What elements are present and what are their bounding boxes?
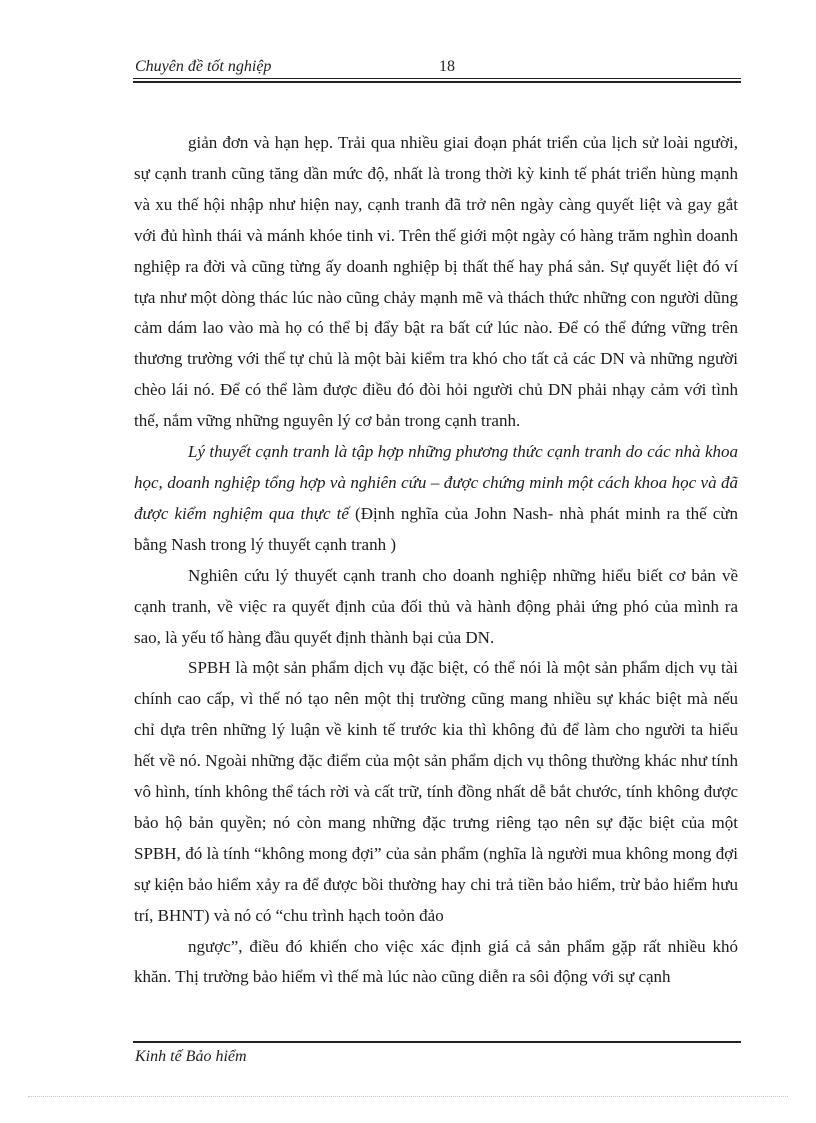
page-header	[133, 56, 741, 80]
paragraph-1: giản đơn và hạn hẹp. Trải qua nhiều giai đoạn phát triển của lịch sử loài người, sự cạnh tranh cũng tăng dần mức độ, nhất là trong thời kỳ kinh tế phát triển hùng mạnh và xu thế hội nhập như hiện nay, cạnh tranh đã trở nên ngày càng quyết liệt và gay gắt với đủ hình thái và mánh khóe tinh vi. Trên thế giới một ngày có hàng trăm nghìn doanh nghiệp ra đời và cũng từng ấy doanh nghiệp bị thất thế hay phá sản. Sự quyết liệt đó ví tựa như một dòng thác lúc nào cũng chảy mạnh mẽ và thách thức những con người dũng cảm dám lao vào mà họ có thể bị đẩy bật ra bất cứ lúc nào. Để có thể đứng vững trên thương trường với thế tự chủ là một bài kiểm tra khó cho tất cả các DN và những người chèo lái nó. Để có thể làm được điều đó đòi hỏi người chủ DN phải nhạy cảm với tình thế, nắm vững những nguyên lý cơ bản trong cạnh tranh.	[134, 133, 738, 431]
page-bottom-dotted-line	[28, 1096, 788, 1097]
paragraph-5: ngược”, điều đó khiến cho việc xác định giá cả sản phẩm gặp rất nhiều khó khăn. Thị trường bảo hiểm vì thế mà lúc nào cũng diễn ra sôi động với sự cạnh	[134, 936, 738, 987]
paragraph-4: SPBH là một sản phẩm dịch vụ đặc biệt, có thể nói là một sản phẩm dịch vụ tài chính cao cấp, vì thế nó tạo nên một thị trường cũng mang nhiều sự khác biệt mà nếu chỉ dựa trên những lý luận về kinh tế trước kia thì không đủ để làm cho người ta hiểu hết về nó. Ngoài những đặc điểm của một sản phẩm dịch vụ thông thường khác như tính vô hình, tính không thể tách rời và cất trữ, tính đồng nhất dễ bắt chước, tính không được bảo hộ bản quyền; nó còn mang những đặc trưng riêng tạo nên sự đặc biệt của một SPBH, đó là tính “không mong đợi” của sản phẩm (nghĩa là người mua không mong đợi sự kiện bảo hiểm xảy ra để được bồi thường hay chi trả tiền bảo hiểm, trừ bảo hiểm hưu trí, BHNT) và nó có “chu trình hạch toỏn đảo	[134, 658, 738, 925]
paragraph-2-definition	[134, 437, 738, 561]
document-title: Chuyên đề tốt nghiệp	[135, 58, 272, 75]
footer-rule	[133, 1041, 741, 1043]
body-text	[134, 128, 738, 993]
header-rule-thin	[133, 78, 741, 79]
paragraph-3: Nghiên cứu lý thuyết cạnh tranh cho doanh nghiệp những hiểu biết cơ bản về cạnh tranh, về việc ra quyết định của đối thủ và hành động phải ứng phó của mình ra sao, là yếu tố hàng đầu quyết định thành bại của DN.	[134, 565, 738, 647]
footer-label: Kinh tế Bảo hiểm	[135, 1048, 247, 1065]
page-number: 18	[439, 58, 455, 75]
header-rule-thick	[133, 81, 741, 83]
definition-italic: Lý thuyết cạnh tranh là tập hợp những phương thức cạnh tranh do các nhà khoa học, doanh nghiệp tổng hợp và nghiên cứu – được chứng minh một cách khoa học và đã được kiểm nghiệm qua thực tế	[134, 442, 738, 523]
definition-attribution: (Định nghĩa của John Nash- nhà phát minh ra thế cừn bằng Nash trong lý thuyết cạnh tranh )	[134, 503, 738, 554]
